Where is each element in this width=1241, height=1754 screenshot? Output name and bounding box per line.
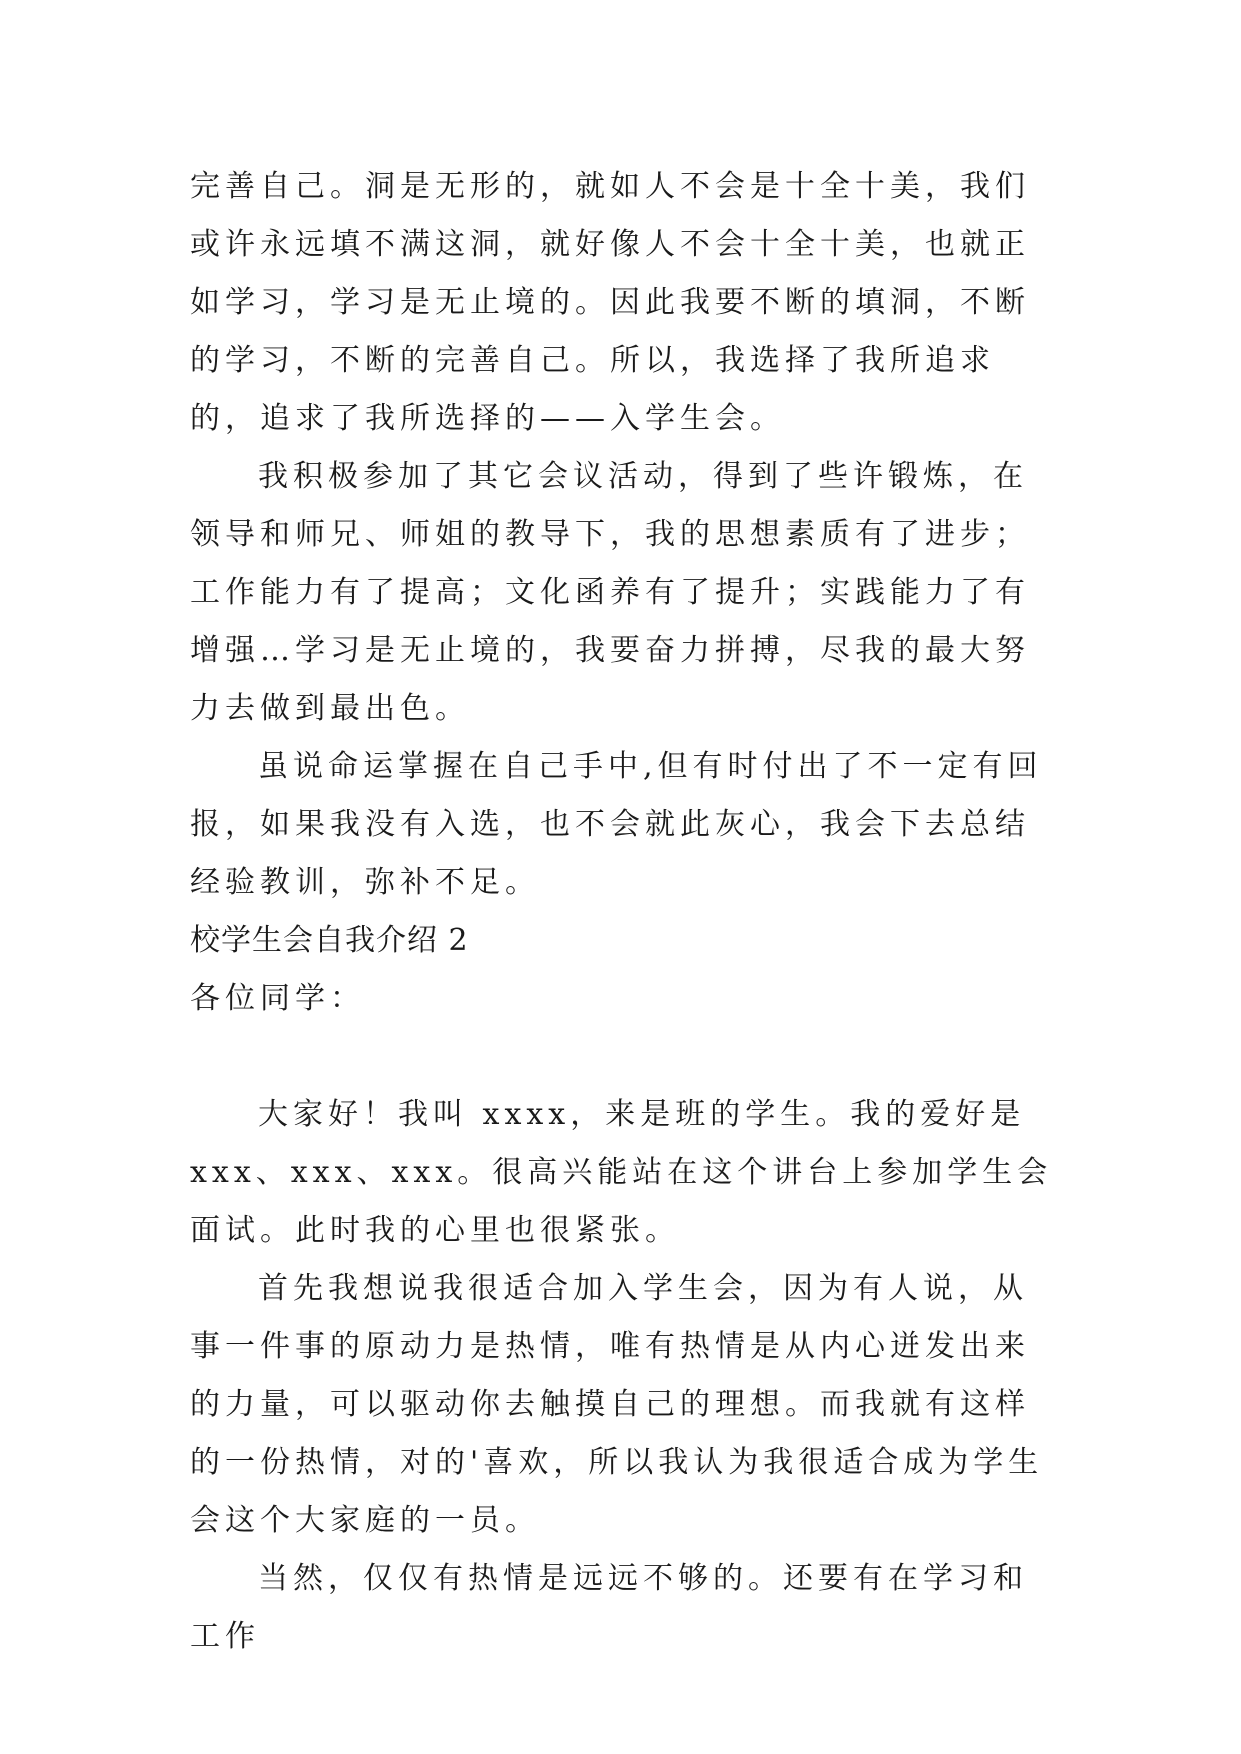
- salutation: 各位同学：: [190, 981, 365, 1016]
- section-heading: 校学生会自我介绍 2: [190, 923, 469, 958]
- paragraph-greeting: 大家好！我叫 xxxx，来是班的学生。我的爱好是 xxx、xxx、xxx。很高兴能站在这个讲台上参加学生会面试。此时我的心里也很紧张。: [190, 1097, 1053, 1248]
- paragraph-not-enough: 当然，仅仅有热情是远远不够的。还要有在学习和工作: [190, 1561, 1028, 1654]
- paragraph-continuation: 完善自己。洞是无形的，就如人不会是十全十美，我们或许永远填不满这洞，就好像人不会十全十美，也就正如学习，学习是无止境的。因此我要不断的填洞，不断的学习，不断的完善自己。所以，我选择了我所追求的，追求了我所选择的——入学生会。: [190, 169, 1030, 436]
- paragraph-activities: 我积极参加了其它会议活动，得到了些许锻炼，在领导和师兄、师姐的教导下，我的思想素质有了进步；工作能力有了提高；文化函养有了提升；实践能力了有增强…学习是无止境的，我要奋力拼搏，尽我的最大努力去做到最出色。: [190, 459, 1030, 726]
- blank-line: [190, 1028, 1060, 1086]
- paragraph-fate: 虽说命运掌握在自己手中,但有时付出了不一定有回报，如果我没有入选，也不会就此灰心，我会下去总结经验教训，弥补不足。: [190, 749, 1043, 900]
- document-body: [190, 158, 1060, 1666]
- paragraph-passion: 首先我想说我很适合加入学生会，因为有人说，从事一件事的原动力是热情，唯有热情是从内心迸发出来的力量，可以驱动你去触摸自己的理想。而我就有这样的一份热情，对的'喜欢，所以我认为我很适合成为学生会这个大家庭的一员。: [190, 1271, 1044, 1538]
